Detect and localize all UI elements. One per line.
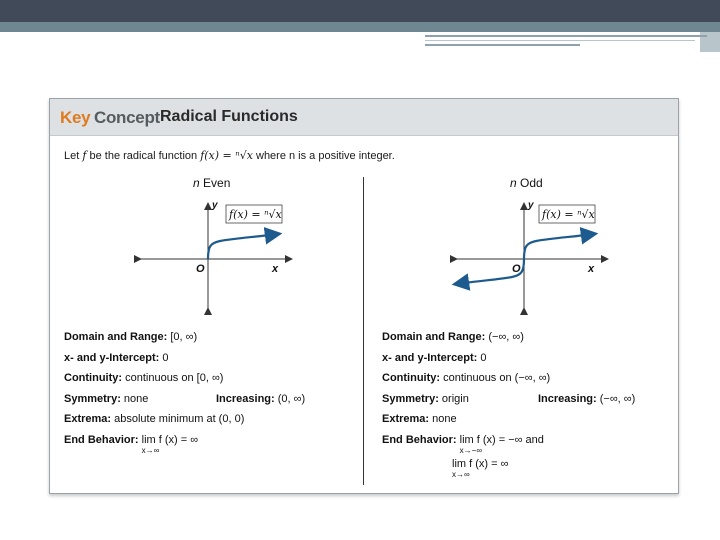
even-axis-y-label: y [212, 200, 218, 211]
even-origin-label: O [196, 263, 205, 275]
even-root-curve [208, 234, 278, 259]
odd-axis-y-label: y [528, 200, 534, 211]
key-concept-title: Radical Functions [160, 108, 298, 125]
even-heading: n Even [193, 176, 231, 190]
slide-header-bar [0, 0, 720, 22]
even-extrema-row: Extrema: absolute minimum at (0, 0) [64, 413, 245, 425]
odd-extrema-row: Extrema: none [382, 413, 457, 425]
odd-domain-row: Domain and Range: (−∞, ∞) [382, 331, 524, 343]
intro-formula: f(x) = ⁿ√x [200, 149, 253, 162]
key-concept-concept-word: Concept [94, 108, 160, 127]
odd-origin-label: O [512, 263, 521, 275]
odd-end-behavior-row-2: lim x→∞ f (x) = ∞ [452, 458, 509, 479]
slide-header-accent [0, 22, 720, 32]
odd-graph [452, 199, 612, 314]
odd-intercept-row: x- and y-Intercept: 0 [382, 351, 487, 364]
even-graph [136, 199, 296, 314]
even-intercept-row: x- and y-Intercept: 0 [64, 351, 169, 364]
even-continuity-row: Continuity: continuous on [0, ∞) [64, 372, 224, 384]
key-concept-header [50, 99, 678, 136]
even-axis-x-label: x [272, 263, 279, 275]
odd-root-curve-right [524, 234, 594, 259]
odd-symmetry-row: Symmetry: origin Increasing: (−∞, ∞) [382, 392, 636, 405]
odd-end-behavior-row: End Behavior: lim x→−∞ f (x) = −∞ and [382, 433, 544, 455]
even-properties [64, 327, 306, 455]
slide-decoration-line [425, 35, 707, 37]
even-end-behavior-row: End Behavior: lim x→∞ f (x) = ∞ [64, 433, 199, 455]
odd-continuity-row: Continuity: continuous on (−∞, ∞) [382, 372, 551, 384]
column-divider [363, 177, 364, 485]
slide-decoration-line [425, 40, 695, 41]
odd-properties [382, 327, 636, 479]
even-domain-row: Domain and Range: [0, ∞) [64, 331, 198, 343]
odd-axis-x-label: x [588, 263, 595, 275]
even-symmetry-row: Symmetry: none Increasing: (0, ∞) [64, 392, 306, 405]
odd-heading: n Odd [510, 176, 543, 190]
key-concept-key-word: Key [60, 108, 91, 127]
even-graph-label: f(x) = ⁿ√x [229, 208, 282, 221]
intro-sentence: Let f be the radical function f(x) = ⁿ√x where n is a positive integer. [64, 149, 395, 162]
key-concept-box [49, 98, 679, 494]
odd-graph-label: f(x) = ⁿ√x [542, 208, 595, 221]
slide-decoration-line [425, 44, 580, 46]
